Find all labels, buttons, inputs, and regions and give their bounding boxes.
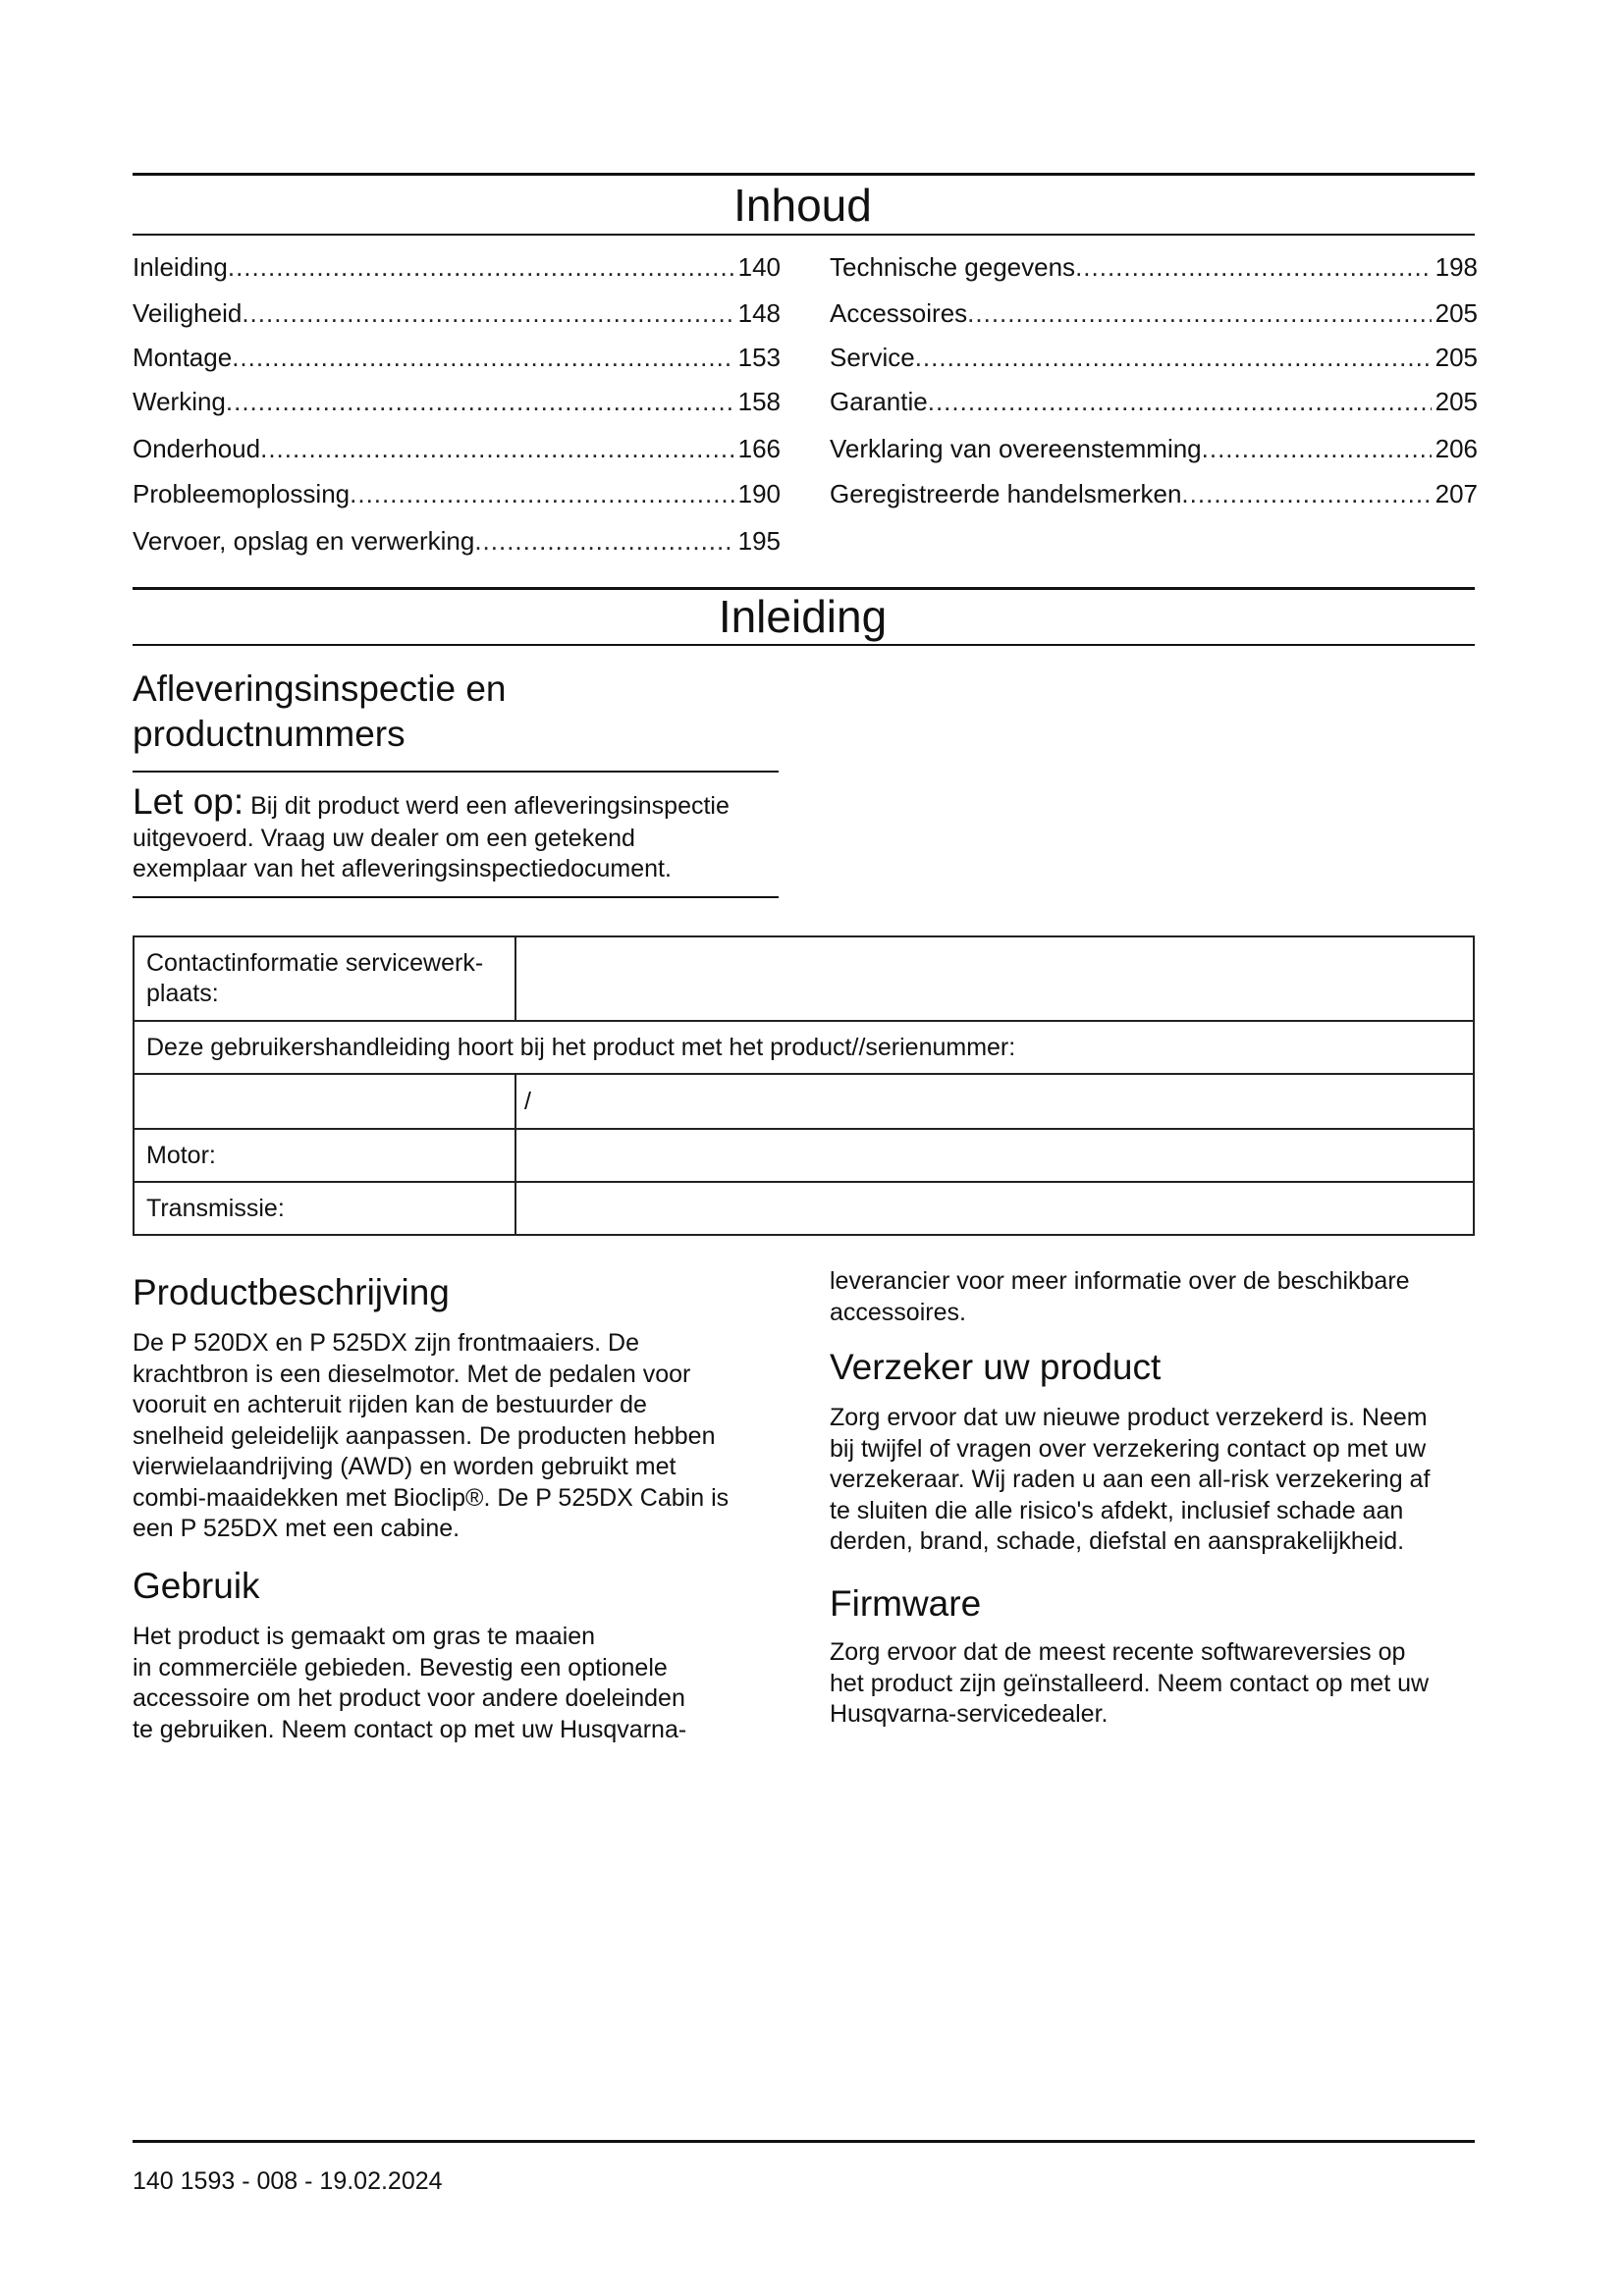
delivery-heading-line1: Afleveringsinspectie en [133,668,507,709]
use-text-continued: leverancier voor meer informatie over de beschikbare accessoires. [830,1267,1410,1326]
toc-entry[interactable]: Montage ..... 153 [133,342,781,373]
serial-separator: / [524,1088,531,1115]
toc-entry[interactable]: Veiligheid ..... 148 [133,297,781,329]
firmware-text: Zorg ervoor dat de meest recente softwareversies op het product zijn geïnstalleerd. Neem contact op met uw Husqvarna-servicedealer. [830,1638,1430,1728]
toc-title: Inhoud [733,180,872,231]
product-info-table [133,935,1475,1236]
product-description-heading: Productbeschrijving [133,1272,450,1312]
product-number-cell[interactable] [134,1074,515,1129]
toc-entry[interactable]: Accessoires ..... 205 [830,297,1478,329]
toc-entry[interactable]: Werking ..... 158 [133,386,781,417]
transmission-label-cell: Transmissie: [134,1182,515,1235]
toc-top-rule [133,173,1475,176]
toc-entry[interactable]: Onderhoud ..... 166 [133,433,781,464]
toc-entry[interactable]: Service ..... 205 [830,342,1478,373]
firmware-heading: Firmware [830,1583,982,1624]
note-bottom-rule [133,896,779,898]
toc-entry[interactable]: Geregistreerde handelsmerken ..... 207 [830,478,1478,509]
footer-doc-id: 140 1593 - 008 - 19.02.2024 [133,2167,443,2195]
serial-number-cell[interactable] [515,1074,1474,1129]
intro-title: Inleiding [718,591,888,642]
toc-entry[interactable]: Verklaring van overeenstemming ..... 206 [830,433,1478,464]
toc-entry[interactable]: Vervoer, opslag en verwerking ..... 195 [133,525,781,557]
use-text: Het product is gemaakt om gras te maaien in commerciële gebieden. Bevestig een optionele accessoire om het product voor andere doeleinden te gebruiken. Neem contact op met uw Husqvarna- [133,1623,687,1743]
intro-bottom-rule [133,644,1475,646]
motor-value-cell[interactable] [515,1129,1474,1182]
toc-bottom-rule [133,234,1475,236]
note-line: uitgevoerd. Vraag uw dealer om een getekend [133,825,635,852]
contact-value-cell[interactable] [515,936,1474,1021]
footer-rule [133,2140,1475,2143]
transmission-value-cell[interactable] [515,1182,1474,1235]
note-line: Bij dit product werd een afleveringsinspectie [250,792,730,820]
note-top-rule [133,771,779,773]
use-heading: Gebruik [133,1566,260,1606]
manual-row-cell: Deze gebruikershandleiding hoort bij het product met het product//serienummer: [134,1021,1474,1074]
delivery-heading-line2: productnummers [133,714,406,754]
note-label: Let op: [133,781,244,822]
toc-entry[interactable]: Inleiding ..... 140 [133,251,781,283]
insure-text: Zorg ervoor dat uw nieuwe product verzekerd is. Neem bij twijfel of vragen over verzekering contact op met uw verzekeraar. Wij raden u aan een all-risk verzekering af te sluiten die alle risico's afdekt, inclusief schade aan derden, brand, schade, diefstal en aansprakelijkheid. [830,1404,1431,1555]
toc-entry[interactable]: Technische gegevens ..... 198 [830,251,1478,283]
contact-label-cell: Contactinformatie servicewerk- plaats: [134,936,515,1021]
note-line: exemplaar van het afleveringsinspectiedocument. [133,855,672,882]
motor-label-cell: Motor: [134,1129,515,1182]
toc-entry[interactable]: Garantie ..... 205 [830,386,1478,417]
toc-entry[interactable]: Probleemoplossing ..... 190 [133,478,781,509]
insure-heading: Verzeker uw product [830,1347,1162,1387]
note-block [133,783,730,822]
product-description-text: De P 520DX en P 525DX zijn frontmaaiers. De krachtbron is een dieselmotor. Met de pedalen voor vooruit en achteruit rijden kan de bestuurder de snelheid geleidelijk aanpassen. De producten hebben vierwielaandrijving (AWD) en worden gebruikt met combi-maaidekken met Bioclip®. De P 525DX Cabin is een P 525DX met een cabine. [133,1329,730,1542]
